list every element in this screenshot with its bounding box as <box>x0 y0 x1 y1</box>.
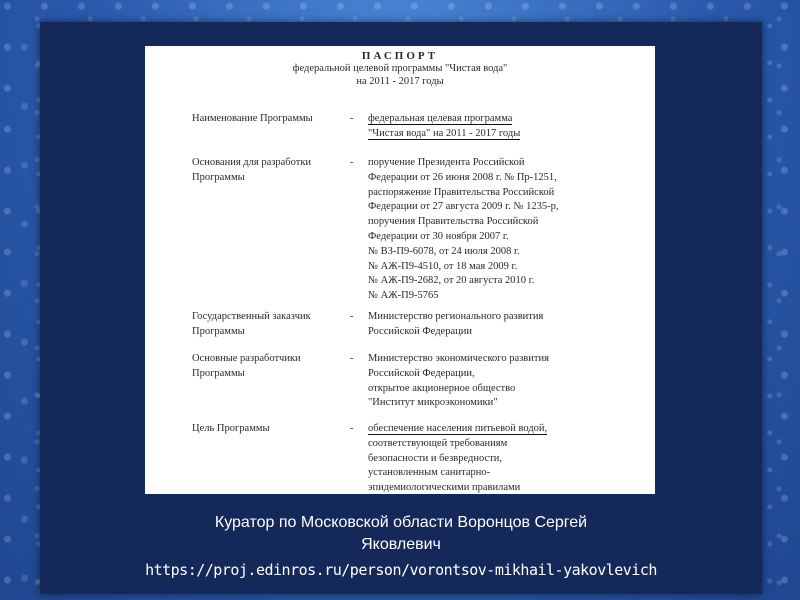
curator-line-1: Куратор по Московской области Воронцов Сергей <box>214 514 588 531</box>
document-title: ПАСПОРТ <box>361 50 439 62</box>
row-dash: - <box>350 157 354 168</box>
row-value-line: "Институт микроэкономики" <box>368 397 498 409</box>
row-label: Программы <box>192 367 245 379</box>
row-label: Программы <box>192 325 245 337</box>
curator-caption <box>40 512 762 556</box>
row-value-line: Министерство регионального развития <box>368 311 544 322</box>
row-label: Наименование Программы <box>192 113 313 124</box>
row-label: Цель Программы <box>192 423 270 434</box>
row-dash: - <box>350 311 354 322</box>
row-label: Государственный заказчик <box>192 311 311 322</box>
row-value-line: распоряжение Правительства Российской <box>368 186 555 198</box>
curator-url: https://proj.edinros.ru/person/vorontsov-mikhail-yakovlevich <box>145 561 657 579</box>
row-label: Программы <box>192 171 245 183</box>
row-value-line: "Чистая вода" на 2011 - 2017 годы <box>368 127 521 139</box>
row-value-line: соответствующей требованиям <box>368 437 508 449</box>
document-subtitle-1: федеральной целевой программы "Чистая вода" <box>292 63 508 74</box>
row-value-line: № АЖ-П9-4510, от 18 мая 2009 г. <box>368 260 518 272</box>
row-dash: - <box>350 113 354 124</box>
row-value-line: поручения Правительства Российской <box>368 216 539 228</box>
row-value-line: эпидемиологическими правилами <box>368 482 521 494</box>
row-value-line: № АЖ-П9-5765 <box>368 290 439 302</box>
curator-line-2: Яковлевич <box>361 536 441 553</box>
row-value-line: № ВЗ-П9-6078, от 24 июля 2008 г. <box>368 245 520 257</box>
document-header <box>145 50 655 88</box>
row-value-line: Министерство экономического развития <box>368 353 549 364</box>
row-value-line: Федерации от 27 августа 2009 г. № 1235-р, <box>368 201 559 213</box>
row-value-line: Федерации от 26 июня 2008 г. № Пр-1251, <box>368 171 557 183</box>
row-label: Основания для разработки <box>192 157 312 168</box>
row-dash: - <box>350 423 354 434</box>
row-value-line: Российской Федерации, <box>368 367 475 379</box>
passport-document <box>145 46 655 494</box>
row-value-line: установленным санитарно- <box>368 467 491 479</box>
row-value-line: безопасности и безвредности, <box>368 452 502 464</box>
row-value-line: федеральная целевая программа <box>368 113 513 124</box>
row-value-line: Российской Федерации <box>368 325 472 337</box>
row-value-line: № АЖ-П9-2682, от 20 августа 2010 г. <box>368 275 535 287</box>
row-value-line: открытое акционерное общество <box>368 382 516 394</box>
row-dash: - <box>350 353 354 364</box>
row-value-line: обеспечение населения питьевой водой, <box>368 423 548 434</box>
row-value-line: Федерации от 30 ноября 2007 г. <box>368 230 509 242</box>
row-label: Основные разработчики <box>192 353 301 364</box>
row-value-line: поручение Президента Российской <box>368 157 525 168</box>
document-subtitle-2: на 2011 - 2017 годы <box>356 76 444 87</box>
